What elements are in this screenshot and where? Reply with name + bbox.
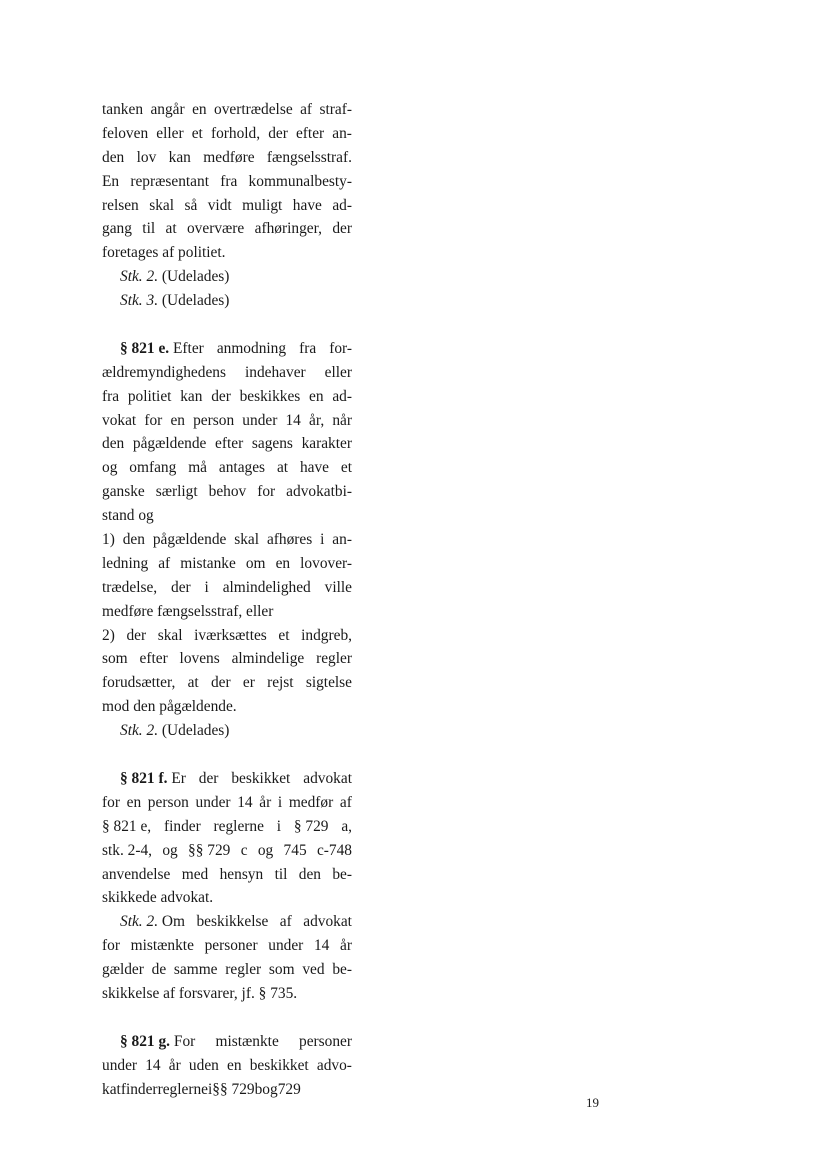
word: indehaver [244, 363, 306, 381]
word: fra [299, 339, 317, 357]
word: afhøringer, [254, 220, 322, 238]
word: advo- [316, 1056, 352, 1074]
word: repræsentant [130, 172, 209, 190]
text-line [102, 600, 352, 624]
word: trædelse, [102, 578, 158, 596]
word: skal [157, 626, 183, 644]
text-line [102, 432, 352, 456]
word: rejst [267, 674, 294, 692]
stk-line [102, 265, 352, 289]
word: et [340, 459, 352, 477]
word: indgreb, [301, 626, 352, 644]
word: efter [139, 650, 168, 668]
word: i [207, 1080, 213, 1098]
text-line [102, 456, 352, 480]
word: og [102, 459, 118, 477]
word: så [184, 196, 198, 214]
word: når [332, 411, 352, 429]
word: må [188, 459, 207, 477]
word: En [102, 172, 120, 190]
text-line [102, 528, 352, 552]
word: medfør [288, 793, 334, 811]
word: en [309, 387, 324, 405]
word: for [257, 483, 276, 501]
word: et [191, 124, 203, 142]
word: efter [215, 435, 244, 453]
word: eller [324, 363, 352, 381]
text-line [102, 576, 352, 600]
text-line [102, 122, 352, 146]
word: politiet [127, 387, 172, 405]
word: kan [168, 148, 191, 166]
word: af [339, 793, 352, 811]
stk-text: (Udelades) [161, 292, 230, 310]
text-line [102, 934, 352, 958]
text-line [102, 671, 352, 695]
word: ad- [332, 196, 352, 214]
word: den [298, 865, 321, 883]
text-line [102, 1054, 352, 1078]
word: 1) [102, 531, 115, 549]
word: et [278, 626, 290, 644]
word: forhold, [210, 124, 261, 142]
text-line [102, 815, 352, 839]
text-line [102, 1078, 352, 1102]
word: uden [188, 1056, 219, 1074]
word: be- [332, 865, 352, 883]
word: fra [220, 172, 238, 190]
word: gælder [102, 961, 144, 979]
word: anmodning [216, 339, 287, 357]
word: år, [309, 411, 325, 429]
text-line [102, 217, 352, 241]
word: der [198, 769, 219, 787]
word: antages [218, 459, 266, 477]
word: b [254, 1080, 263, 1098]
page-number: 19 [586, 1095, 599, 1110]
word: advokat [303, 913, 352, 931]
word: foretages af politiet. [102, 244, 226, 262]
word: stk. 2-4, [102, 841, 153, 859]
word: reglerne [213, 817, 264, 835]
stk-lead [120, 910, 185, 934]
word: ledning [102, 554, 149, 572]
word: feloven [102, 124, 149, 142]
word: med [181, 865, 209, 883]
word: advokatbi- [286, 483, 352, 501]
word: Om [161, 913, 185, 931]
word: reglerne [157, 1080, 208, 1098]
word: og [257, 841, 274, 859]
word: som [268, 961, 295, 979]
word: mod den pågældende. [102, 698, 237, 716]
word: skikkelse af forsvarer, jf. § 735. [102, 984, 298, 1002]
word: tanken [102, 101, 144, 118]
word: efter [295, 124, 325, 142]
word: ville [324, 578, 352, 596]
word: iværksættes [194, 626, 267, 644]
text-line [102, 146, 352, 170]
text-line [102, 791, 352, 815]
text-line [102, 385, 352, 409]
word: personer [299, 1032, 352, 1050]
word: almindelighed [222, 578, 311, 596]
word: 729 [277, 1080, 301, 1098]
word: under [268, 937, 304, 955]
word: til [274, 865, 288, 883]
word: §§ 729 [188, 841, 231, 859]
word: angår [150, 101, 185, 118]
stk-text: (Udelades) [161, 268, 230, 286]
paragraph-gap [102, 743, 352, 767]
word: at [165, 220, 177, 238]
word: beskikket [231, 769, 291, 787]
word: overvære [186, 220, 245, 238]
word: og [162, 841, 178, 859]
body-text-column [102, 98, 352, 1101]
word: samme [173, 961, 218, 979]
word: den [102, 435, 125, 453]
text-line [102, 839, 352, 863]
word: lov [136, 148, 157, 166]
word: hensyn [219, 865, 264, 883]
word: den [102, 148, 125, 166]
word: er [242, 674, 255, 692]
word: stand og [102, 507, 154, 525]
word: i [276, 817, 282, 835]
word: vokat [102, 411, 137, 429]
word: person [147, 793, 189, 811]
word: sagens [251, 435, 293, 453]
word: karakter [301, 435, 352, 453]
word: skal [234, 531, 260, 549]
word: lovens [179, 650, 220, 668]
word: relsen [102, 196, 139, 214]
word: 14 [313, 937, 330, 955]
word: under [242, 411, 278, 429]
word: kommunalbesty- [248, 172, 352, 190]
word: en [227, 1056, 242, 1074]
word: medføre fængselsstraf, eller [102, 602, 274, 620]
word: regler [225, 961, 262, 979]
word: lovover- [300, 554, 352, 572]
word: om [245, 554, 266, 572]
word: straf- [319, 101, 352, 118]
word: til [142, 220, 156, 238]
word: fængselsstraf. [266, 148, 352, 166]
word: advokat [303, 769, 352, 787]
text-line [102, 480, 352, 504]
text-line [102, 886, 352, 910]
word: regler [316, 650, 352, 668]
word: som [102, 650, 128, 668]
section-lead [120, 767, 186, 791]
word: omfang [129, 459, 177, 477]
word: Efter [173, 339, 204, 357]
word: af [300, 101, 313, 118]
word: af [158, 554, 171, 572]
word: person [193, 411, 235, 429]
word: skal [149, 196, 174, 214]
text-line [102, 194, 352, 218]
text-line [102, 767, 352, 791]
word: i [204, 578, 209, 596]
word: skikkede advokat. [102, 889, 214, 907]
text-line [102, 98, 352, 122]
text-line [102, 170, 352, 194]
word: at [276, 459, 289, 477]
word: der [211, 387, 231, 405]
text-line [102, 982, 352, 1006]
word: personer [204, 937, 258, 955]
word: eller [156, 124, 184, 142]
text-line [102, 647, 352, 671]
word: §§ 729 [212, 1080, 255, 1098]
word: år [168, 1056, 181, 1074]
text-line [102, 624, 352, 648]
text-line [102, 1030, 352, 1054]
word: der [171, 578, 191, 596]
word: muligt [242, 196, 283, 214]
text-line [102, 361, 352, 385]
word: i [320, 531, 325, 549]
word: c [240, 841, 248, 859]
word: § 729 [293, 817, 329, 835]
stk-label: Stk. 3. [120, 292, 159, 310]
word: kan [180, 387, 203, 405]
word: 745 [283, 841, 307, 859]
stk-label: Stk. 2. [120, 722, 159, 740]
word: Er [171, 769, 186, 787]
section-lead [120, 337, 204, 361]
word: en [192, 101, 207, 118]
word: beskikkelse [196, 913, 269, 931]
word: mistænkte [130, 937, 194, 955]
word: for [102, 937, 120, 955]
word: anvendelse [102, 865, 171, 883]
word: af [279, 913, 292, 931]
paragraph-gap [102, 1006, 352, 1030]
stk-label: Stk. 2. [120, 913, 159, 931]
text-line [102, 863, 352, 887]
text-line [102, 552, 352, 576]
word: be- [332, 961, 352, 979]
word: ældremyndighedens [102, 363, 226, 381]
word: ved [302, 961, 325, 979]
word: finder [163, 817, 201, 835]
word: år [340, 937, 352, 955]
word: der [268, 124, 288, 142]
word: en [275, 554, 291, 572]
word: For [173, 1032, 196, 1050]
word: ganske [102, 483, 145, 501]
section-number: § 821 e. [120, 339, 170, 357]
stk-text: (Udelades) [161, 722, 230, 740]
word: for- [329, 339, 352, 357]
word: 14 [237, 793, 253, 811]
word: ad- [332, 387, 352, 405]
word: overtrædelse [214, 101, 293, 118]
word: at [187, 674, 199, 692]
text-line [102, 504, 352, 528]
word: der [126, 626, 147, 644]
word: almindelige [231, 650, 305, 668]
text-line [102, 337, 352, 361]
word: kat [102, 1080, 121, 1098]
section-lead [120, 1030, 195, 1054]
word: vidt [207, 196, 232, 214]
word: have [292, 196, 322, 214]
word: pågældende [132, 435, 207, 453]
word: under [195, 793, 231, 811]
word: den [122, 531, 145, 549]
word: for [102, 793, 120, 811]
section-number: § 821 f. [120, 769, 168, 787]
word: forudsætter, [102, 674, 176, 692]
word: afhøres [266, 531, 313, 549]
stk-label: Stk. 2. [120, 268, 159, 286]
word: under [102, 1056, 138, 1074]
text-line [102, 958, 352, 982]
word: medføre [203, 148, 255, 166]
word: beskikket [249, 1056, 309, 1074]
word: der [332, 220, 352, 238]
paragraph-gap [102, 313, 352, 337]
word: behov [208, 483, 247, 501]
word: mistænkte [215, 1032, 279, 1050]
word: for [144, 411, 163, 429]
word: gang [102, 220, 132, 238]
word: an- [332, 124, 352, 142]
word: pågældende [152, 531, 227, 549]
text-line [102, 695, 352, 719]
text-line [102, 910, 352, 934]
word: beskikkes [239, 387, 301, 405]
stk-line [102, 289, 352, 313]
word: sigtelse [305, 674, 352, 692]
stk-line [102, 719, 352, 743]
word: 2) [102, 626, 115, 644]
word: c-748 [316, 841, 352, 859]
word: an- [332, 531, 352, 549]
word: mistanke [180, 554, 236, 572]
word: en [170, 411, 185, 429]
word: fra [102, 387, 120, 405]
word: år [259, 793, 272, 811]
word: a, [341, 817, 352, 835]
word: særligt [155, 483, 198, 501]
section-number: § 821 g. [120, 1032, 171, 1050]
word: i [277, 793, 283, 811]
word: 14 [285, 411, 301, 429]
text-line [102, 241, 352, 265]
text-line [102, 409, 352, 433]
word: og [262, 1080, 278, 1098]
word: 14 [145, 1056, 161, 1074]
word: der [210, 674, 231, 692]
word: en [126, 793, 142, 811]
word: § 821 e, [102, 817, 152, 835]
word: de [151, 961, 167, 979]
word: have [299, 459, 329, 477]
word: finder [120, 1080, 158, 1098]
